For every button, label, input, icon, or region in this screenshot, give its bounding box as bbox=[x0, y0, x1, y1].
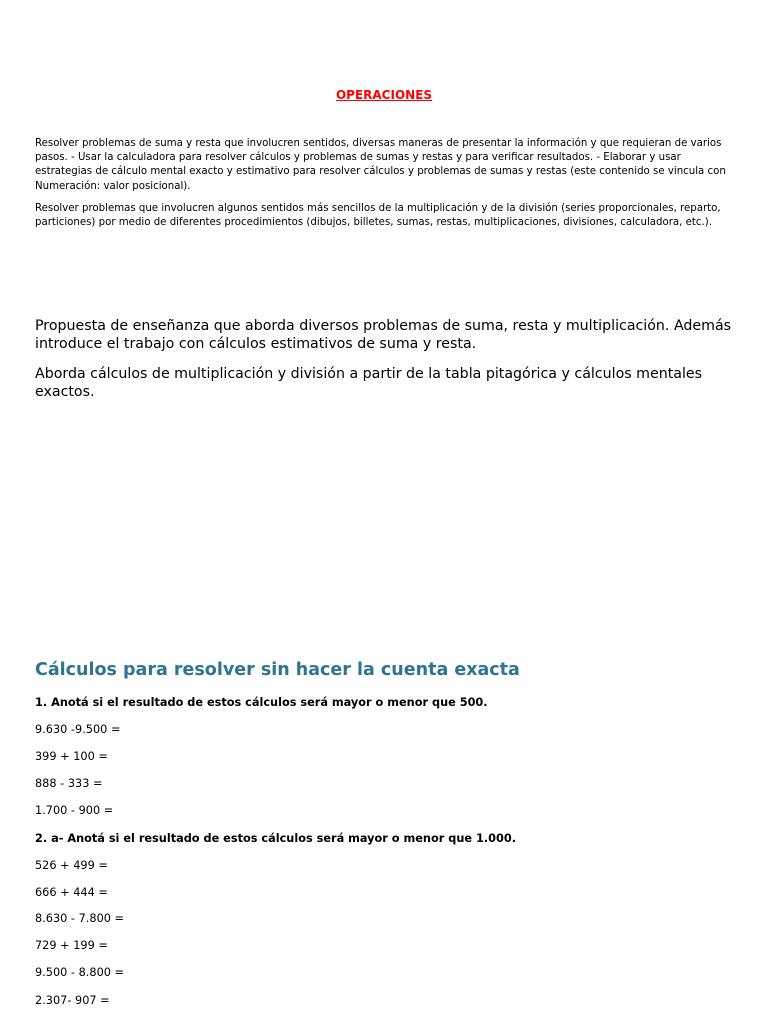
proposal-paragraph-1: Propuesta de enseñanza que aborda diversos problemas de suma, resta y multiplicación. Además introduce el trabajo con cálculos estimativos de suma y resta. bbox=[35, 318, 732, 352]
q2-calc-item: 666 + 444 = bbox=[35, 886, 108, 899]
q2-calc-item: 526 + 499 = bbox=[35, 859, 108, 872]
q2-calc-item: 729 + 199 = bbox=[35, 939, 108, 952]
q2-calc-item: 2.307- 907 = bbox=[35, 994, 110, 1007]
question-1-prompt: 1. Anotá si el resultado de estos cálculos será mayor o menor que 500. bbox=[35, 696, 488, 709]
q1-calc-item: 888 - 333 = bbox=[35, 777, 103, 790]
question-2a-prompt: 2. a- Anotá si el resultado de estos cálculos será mayor o menor que 1.000. bbox=[35, 832, 516, 845]
q1-calc-item: 399 + 100 = bbox=[35, 750, 108, 763]
q1-calc-item: 9.630 -9.500 = bbox=[35, 723, 121, 736]
q1-calc-item: 1.700 - 900 = bbox=[35, 804, 114, 817]
page-title: OPERACIONES bbox=[335, 88, 433, 102]
intro-paragraph-multiplication-division: Resolver problemas que involucren algunos sentidos más sencillos de la multiplicación y de la división (series proporcionales, reparto, particiones) por medio de diferentes procedimientos (dibujos, billetes, sumas, restas, multiplicaciones, divisiones, calculadora, etc.). bbox=[35, 203, 721, 229]
intro-paragraph-sum-subtraction: Resolver problemas de suma y resta que involucren sentidos, diversas maneras de presentar la información y que requieran de varios pasos. - Usar la calculadora para resolver cálculos y problemas de sumas y restas y para verificar resultados. - Elaborar y usar estrategias de cálculo mental exacto y estimativo para resolver cálculos y problemas de sumas y restas (este contenido se vincula con Numeración: valor posicional). bbox=[35, 138, 726, 192]
q2-calc-item: 9.500 - 8.800 = bbox=[35, 966, 124, 979]
section-heading: Cálculos para resolver sin hacer la cuenta exacta bbox=[35, 660, 520, 680]
proposal-paragraph-2: Aborda cálculos de multiplicación y división a partir de la tabla pitagórica y cálculos mentales exactos. bbox=[35, 366, 703, 400]
q2-calc-item: 8.630 - 7.800 = bbox=[35, 912, 124, 925]
